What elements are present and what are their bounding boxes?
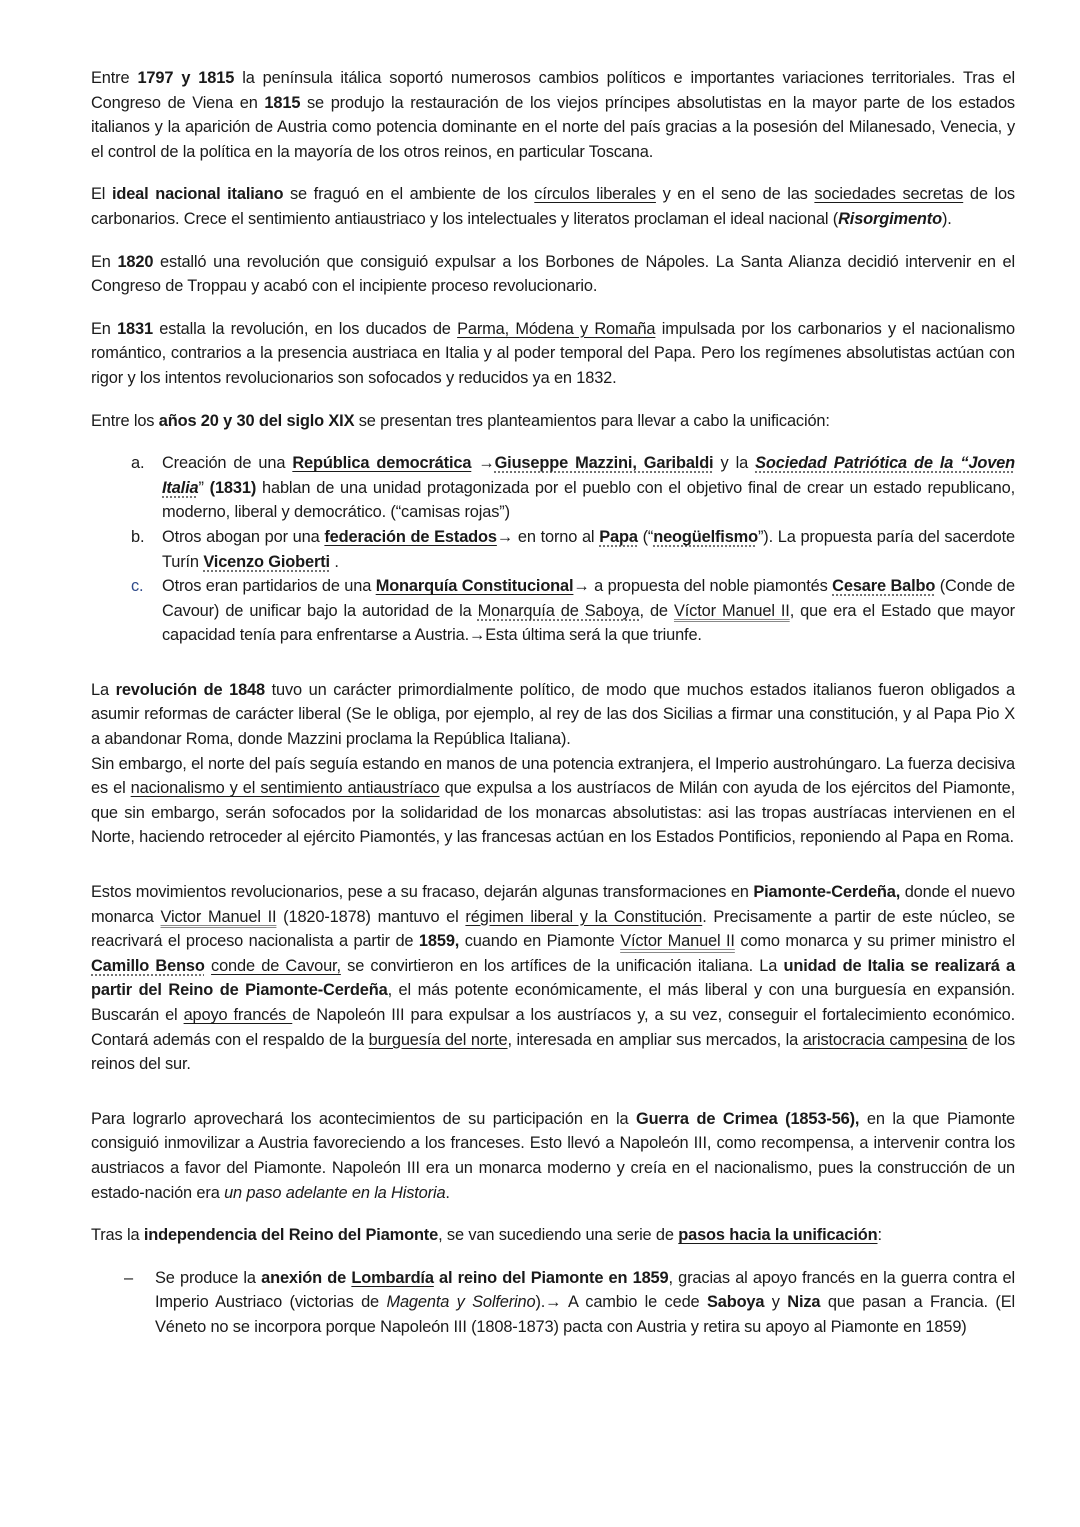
paragraph-planteamientos: Entre los años 20 y 30 del siglo XIX se presentan tres planteamientos para llevar a cabo la unificación:: [91, 411, 830, 430]
paragraph-1820: En 1820 estalló una revolución que consiguió expulsar a los Borbones de Nápoles. La Santa Alianza decidió intervenir en el Congreso de Troppau y acabó con el incipiente proceso revolucionario.: [91, 252, 1016, 296]
paragraph-pasos-unificacion: Tras la independencia del Reino del Piamonte, se van sucediendo una serie de pasos hacia la unificación:: [91, 1226, 882, 1245]
list-item-lombardia: – Se produce la anexión de Lombardía al reino del Piamonte en 1859, gracias al apoyo francés en la guerra contra el Imperio Austriaco (victorias de Magenta y Solferino).→ A cambio le cede Saboya y Niza que pasan a Francia. (El Véneto no se incorpora porque Napoleón III (1808-1873) pacta con Austria y retira su apoyo al Piamonte en 1859): [124, 1268, 1015, 1336]
list-item-c: c. Otros eran partidarios de una Monarquía Constitucional→ a propuesta del noble piamontés Cesare Balbo (Conde de Cavour) de unificar bajo la autoridad de la Monarquía de Saboya, de Víctor Manuel II, que era el Estado que mayor capacidad tenía para enfrentarse a Austria.→Esta última será la que triunfe.: [131, 577, 1015, 645]
paragraph-piamonte-cerdena: Estos movimientos revolucionarios, pese a su fracaso, dejarán algunas transformaciones en Piamonte-Cerdeña, donde el nuevo monarca Victor Manuel II (1820-1878) mantuvo el régimen liberal y la Constitución. Precisamente a partir de este núcleo, se reacrivará el proceso nacionalista a partir de 1859, cuando en Piamonte Víctor Manuel II como monarca y su primer ministro el Camillo Benso conde de Cavour, se convirtieron en los artífices de la unificación italiana. La unidad de Italia se realizará a partir del Reino de Piamonte-Cerdeña, el más potente económicamente, el más liberal y con una burguesía en expansión. Buscarán el apoyo francés de Napoleón III para expulsar a los austríacos y, a su vez, conseguir el fortalecimiento económico. Contará además con el respaldo de la burguesía del norte, interesada en ampliar sus mercados, la aristocracia campesina de los reinos del sur.: [91, 883, 1016, 1074]
paragraph-sin-embargo: Sin embargo, el norte del país seguía estando en manos de una potencia extranjera, el Imperio austrohúngaro. La fuerza decisiva es el nacionalismo y el sentimiento antiaustríaco que expulsa a los austríacos de Milán con ayuda de los ejércitos del Piamonte, que sin embargo, serán sofocados por la solidaridad de los monarcas absolutistas: asi las tropas austríacas intervienen en el Norte, haciendo retroceder al ejército Piamontés, y las francesas actúan en los Estados Pontificios, reponiendo al Papa en Roma.: [91, 754, 1016, 847]
paragraph-crimea: Para lograrlo aprovechará los acontecimientos de su participación en la Guerra de Crimea (1853-56), en la que Piamonte consiguió inmovilizar a Austria favoreciendo a los franceses. Esto llevó a Napoleón III, como recompensa, a intervenir contra los austriacos a favor del Piamonte. Napoleón III era un monarca moderno y creía en el nacionalismo, pues la construcción de un estado-nación era un paso adelante en la Historia.: [91, 1109, 1015, 1202]
list-item-a: a. Creación de una República democrática →Giuseppe Mazzini, Garibaldi y la Sociedad Patriótica de la “Joven Italia” (1831) hablan de una unidad protagonizada por el pueblo con el objetivo final de crear un estado republicano, moderno, liberal y democrático. (“camisas rojas”): [131, 454, 1015, 522]
dash-list: [91, 1266, 1015, 1340]
paragraph-1797-1815: Entre 1797 y 1815 la península itálica soportó numerosos cambios políticos e importantes variaciones territoriales. Tras el Congreso de Viena en 1815 se produjo la restauración de los viejos príncipes absolutistas en la mayor parte de los estados italianos y la aparición de Austria como potencia dominante en el norte del país gracias a la posesión del Milanesado, Venecia, y el control de la política en la mayoría de los otros reinos, en particular Toscana.: [91, 69, 1016, 161]
paragraph-1848: La revolución de 1848 tuvo un carácter primordialmente político, de modo que muchos estados italianos fueron obligados a asumir reformas de carácter liberal (Se le obliga, por ejemplo, al rey de las dos Sicilias a firmar una constitución, y al Papa Pio X a abandonar Roma, donde Mazzini proclama la República Italiana).: [91, 680, 1015, 749]
alpha-list: [91, 451, 1015, 648]
paragraph-1831: En 1831 estalla la revolución, en los ducados de Parma, Módena y Romaña impulsada por los carbonarios y el nacionalismo romántico, contrarios a la presencia austriaca en Italia y al poder temporal del Papa. Pero los regímenes absolutistas actúan con rigor y los intentos revolucionarios son sofocados y reducidos ya en 1832.: [91, 319, 1016, 387]
document-page: [91, 66, 1015, 1340]
paragraph-ideal-nacional: El ideal nacional italiano se fraguó en el ambiente de los círculos liberales y en el seno de las sociedades secretas de los carbonarios. Crece el sentimiento antiaustriaco y los intelectuales y literatos proclaman el ideal nacional (Risorgimento).: [91, 185, 1015, 228]
list-item-b: b. Otros abogan por una federación de Estados→ en torno al Papa (“neogüelfismo”). La propuesta paría del sacerdote Turín Vicenzo Gioberti .: [131, 527, 1016, 571]
